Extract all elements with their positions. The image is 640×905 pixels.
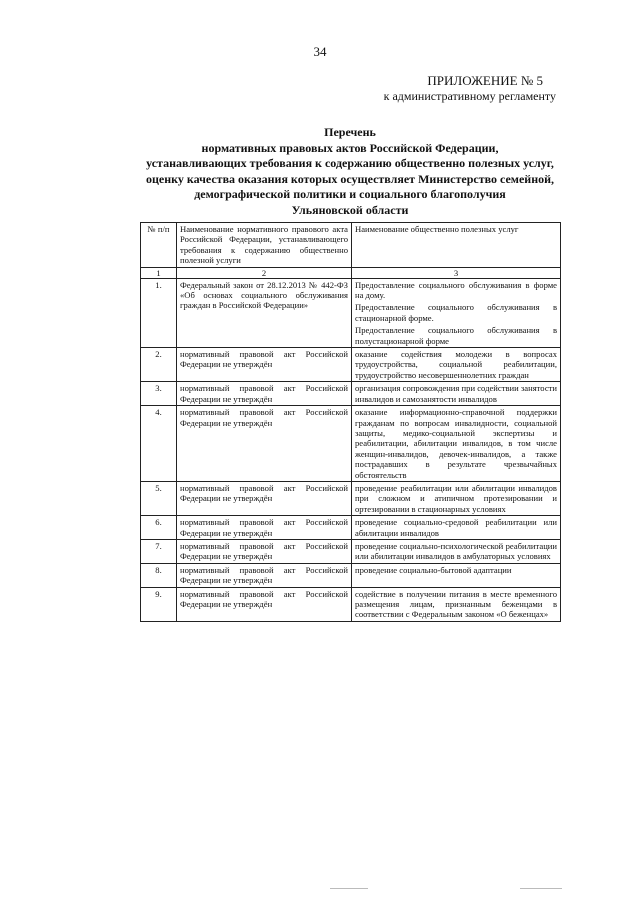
- service-text: оказание содействия молодежи в вопросах трудоустройства, социальной реабилитации, трудоустройство несовершеннолетних граждан: [355, 349, 557, 380]
- table-row: [141, 587, 561, 621]
- service-text: Предоставление социального обслуживания в стационарной форме.: [355, 302, 557, 323]
- footer-mark: [520, 888, 562, 889]
- row-number: 9.: [141, 587, 177, 621]
- row-number: 6.: [141, 516, 177, 540]
- row-services: [352, 481, 561, 515]
- row-number: 1.: [141, 278, 177, 347]
- service-text: Предоставление социального обслуживания в полустационарной форме: [355, 325, 557, 346]
- row-act: нормативный правовой акт Российской Федерации не утверждён: [177, 382, 352, 406]
- heading-line: нормативных правовых актов Российской Федерации,: [201, 140, 499, 155]
- header-act-name: Наименование нормативного правового акта Российской Федерации, устанавливающего требования к содержанию общественно полезной услуги: [177, 223, 352, 268]
- appendix-title: ПРИЛОЖЕНИЕ № 5: [427, 73, 543, 88]
- heading-line: Перечень: [324, 125, 376, 139]
- row-services: [352, 563, 561, 587]
- row-number: 8.: [141, 563, 177, 587]
- document-heading: [135, 125, 565, 218]
- service-text: Предоставление социального обслуживания в форме на дому.: [355, 279, 557, 301]
- heading-line: Ульяновской области: [291, 202, 409, 217]
- row-act: нормативный правовой акт Российской Федерации не утверждён: [177, 587, 352, 621]
- footer-mark: [330, 888, 368, 889]
- row-services: [352, 278, 561, 347]
- column-number: 2: [177, 267, 352, 278]
- row-services: [352, 406, 561, 482]
- service-text: проведение реабилитации или абилитации инвалидов при сложном и атипичном протезировании и ортезировании в стационарных условиях: [355, 482, 557, 514]
- table-row: [141, 563, 561, 587]
- table-row: [141, 278, 561, 347]
- heading-line: оценку качества оказания которых осуществляет Министерство семейной,: [145, 171, 555, 186]
- row-act: нормативный правовой акт Российской Федерации не утверждён: [177, 348, 352, 382]
- table-row: [141, 406, 561, 482]
- service-text: организация сопровождения при содействии занятости инвалидов и самозанятости инвалидов: [355, 383, 557, 404]
- column-number: 1: [141, 267, 177, 278]
- service-text: оказание информационно-справочной поддержки гражданам по вопросам инвалидности, социальной защиты, медико-социальной экспертизы и реабилитации, абилитации инвалидов, в том числе женщин-инвалидов, девочек-инвалидов, а также пострадавших в результате чрезвычайных обстоятельств: [355, 407, 557, 480]
- service-text: проведение социально-бытовой адаптации: [355, 564, 512, 575]
- row-services: [352, 516, 561, 540]
- row-act: нормативный правовой акт Российской Федерации не утверждён: [177, 539, 352, 563]
- page-number: 34: [313, 44, 327, 59]
- row-services: [352, 539, 561, 563]
- row-act: нормативный правовой акт Российской Федерации не утверждён: [177, 481, 352, 515]
- row-number: 7.: [141, 539, 177, 563]
- row-number: 3.: [141, 382, 177, 406]
- service-text: проведение социально-психологической реабилитации или абилитации инвалидов в амбулаторных условиях: [355, 540, 557, 562]
- service-text: проведение социально-средовой реабилитации или абилитации инвалидов: [355, 517, 557, 538]
- heading-line: устанавливающих требования к содержанию общественно полезных услуг,: [146, 156, 554, 170]
- row-act: нормативный правовой акт Российской Федерации не утверждён: [177, 563, 352, 587]
- column-number-row: [141, 267, 561, 278]
- appendix-subtitle: к административному регламенту: [383, 89, 556, 103]
- row-act: Федеральный закон от 28.12.2013 № 442-ФЗ «Об основах социального обслуживания граждан в Российской Федерации»: [177, 278, 352, 347]
- heading-line: демографической политики и социального благополучия: [194, 187, 506, 201]
- row-number: 4.: [141, 406, 177, 482]
- header-number: № п/п: [141, 223, 177, 268]
- service-text: содействие в получении питания в месте временного размещения лицам, признанным беженцами в соответствии с Федеральным законом «О беженцах»: [355, 588, 557, 620]
- table-row: [141, 539, 561, 563]
- table-row: [141, 481, 561, 515]
- table-row: [141, 382, 561, 406]
- header-service-name: Наименование общественно полезных услуг: [352, 223, 561, 268]
- column-number: 3: [352, 267, 561, 278]
- table-row: [141, 516, 561, 540]
- row-number: 5.: [141, 481, 177, 515]
- row-services: [352, 587, 561, 621]
- row-services: [352, 382, 561, 406]
- acts-table: [140, 222, 561, 622]
- row-services: [352, 348, 561, 382]
- table-header-row: [141, 223, 561, 268]
- row-number: 2.: [141, 348, 177, 382]
- row-act: нормативный правовой акт Российской Федерации не утверждён: [177, 516, 352, 540]
- row-act: нормативный правовой акт Российской Федерации не утверждён: [177, 406, 352, 482]
- table-row: [141, 348, 561, 382]
